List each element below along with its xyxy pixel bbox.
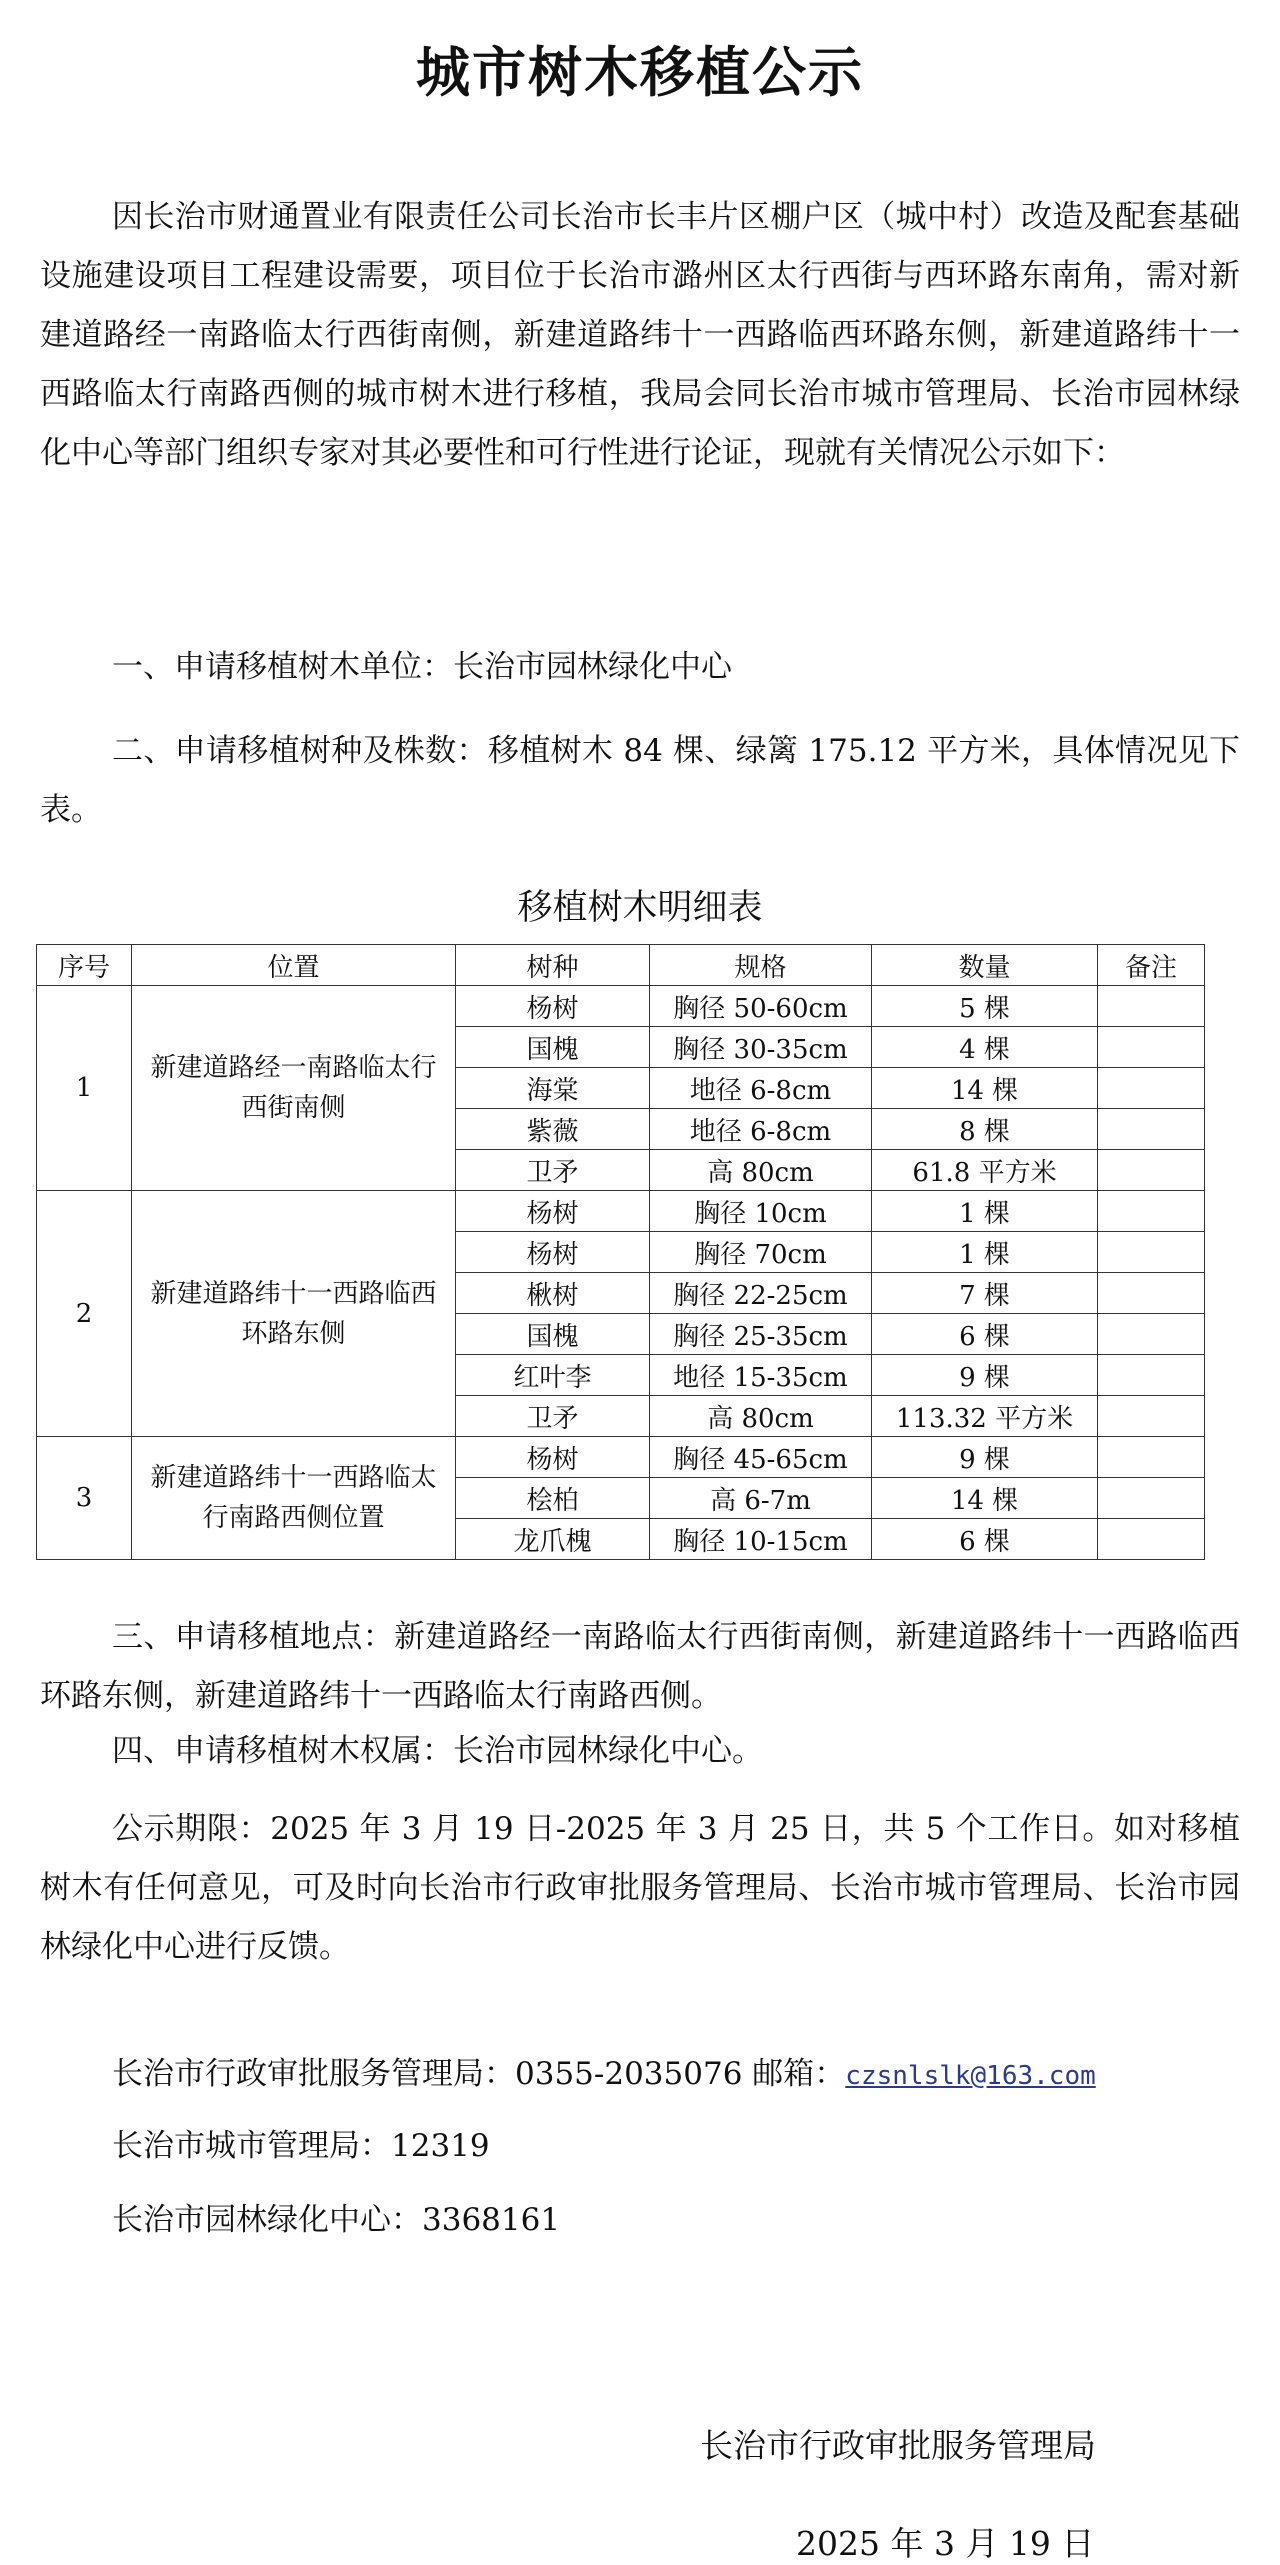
cell-species: 紫薇: [456, 1109, 650, 1150]
cell-location: 新建道路纬十一西路临太行南路西侧位置: [132, 1437, 456, 1560]
tree-detail-table: [36, 944, 1205, 1560]
cell-qty: 6 棵: [872, 1314, 1098, 1355]
notice-period: 公示期限：2025 年 3 月 19 日-2025 年 3 月 25 日，共 5 个工作日。如对移植树木有任何意见，可及时向长治市行政审批服务管理局、长治市城市管理局、长治市园林绿化中心进行反馈。: [40, 1811, 1240, 1965]
cell-note: [1098, 1273, 1205, 1314]
signature-date: 2025 年 3 月 19 日: [796, 2524, 1095, 2563]
cell-note: [1098, 1437, 1205, 1478]
cell-spec: 高 80cm: [650, 1150, 872, 1191]
item-applicant: 一、申请移植树木单位：长治市园林绿化中心: [112, 649, 732, 685]
cell-qty: 5 棵: [872, 986, 1098, 1027]
cell-qty: 4 棵: [872, 1027, 1098, 1068]
cell-no: 2: [37, 1191, 132, 1437]
cell-qty: 61.8 平方米: [872, 1150, 1098, 1191]
cell-spec: 地径 6-8cm: [650, 1068, 872, 1109]
cell-no: 1: [37, 986, 132, 1191]
cell-species: 楸树: [456, 1273, 650, 1314]
cell-qty: 1 棵: [872, 1191, 1098, 1232]
cell-species: 杨树: [456, 1437, 650, 1478]
cell-species: 杨树: [456, 1191, 650, 1232]
page-title: 城市树木移植公示: [416, 40, 864, 104]
item-species-count: 二、申请移植树种及株数：移植树木 84 棵、绿篱 175.12 平方米，具体情况见下表。: [40, 733, 1240, 828]
cell-note: [1098, 1519, 1205, 1560]
cell-species: 卫矛: [456, 1150, 650, 1191]
cell-spec: 高 80cm: [650, 1396, 872, 1437]
cell-note: [1098, 1396, 1205, 1437]
cell-species: 杨树: [456, 986, 650, 1027]
cell-no: 3: [37, 1437, 132, 1560]
item-ownership: 四、申请移植树木权属：长治市园林绿化中心。: [112, 1733, 763, 1769]
header-qty: 数量: [872, 945, 1098, 986]
cell-qty: 9 棵: [872, 1437, 1098, 1478]
cell-spec: 胸径 10cm: [650, 1191, 872, 1232]
cell-note: [1098, 1478, 1205, 1519]
cell-spec: 地径 15-35cm: [650, 1355, 872, 1396]
cell-qty: 9 棵: [872, 1355, 1098, 1396]
header-spec: 规格: [650, 945, 872, 986]
cell-species: 国槐: [456, 1027, 650, 1068]
table-row: [37, 986, 1205, 1027]
cell-note: [1098, 1355, 1205, 1396]
cell-spec: 地径 6-8cm: [650, 1109, 872, 1150]
contact-garden-center: 长治市园林绿化中心：3368161: [112, 2202, 561, 2238]
table-row: [37, 1437, 1205, 1478]
cell-location: 新建道路纬十一西路临西环路东侧: [132, 1191, 456, 1437]
cell-species: 龙爪槐: [456, 1519, 650, 1560]
cell-qty: 7 棵: [872, 1273, 1098, 1314]
cell-note: [1098, 986, 1205, 1027]
cell-species: 国槐: [456, 1314, 650, 1355]
cell-location: 新建道路经一南路临太行西街南侧: [132, 986, 456, 1191]
table-header-row: [37, 945, 1205, 986]
table-caption: 移植树木明细表: [517, 888, 763, 928]
table-row: [37, 1191, 1205, 1232]
contact-city-bureau: 长治市城市管理局：12319: [112, 2128, 490, 2164]
cell-spec: 胸径 25-35cm: [650, 1314, 872, 1355]
intro-paragraph: 因长治市财通置业有限责任公司长治市长丰片区棚户区（城中村）改造及配套基础设施建设项目工程建设需要，项目位于长治市潞州区太行西街与西环路东南角，需对新建道路经一南路临太行西街南侧，新建道路纬十一西路临西环路东侧，新建道路纬十一西路临太行南路西侧的城市树木进行移植，我局会同长治市城市管理局、长治市园林绿化中心等部门组织专家对其必要性和可行性进行论证，现就有关情况公示如下：: [40, 199, 1240, 471]
cell-qty: 14 棵: [872, 1068, 1098, 1109]
cell-note: [1098, 1314, 1205, 1355]
cell-spec: 胸径 50-60cm: [650, 986, 872, 1027]
cell-species: 卫矛: [456, 1396, 650, 1437]
cell-note: [1098, 1232, 1205, 1273]
signature-org: 长治市行政审批服务管理局: [700, 2426, 1096, 2465]
cell-spec: 胸径 30-35cm: [650, 1027, 872, 1068]
header-note: 备注: [1098, 945, 1205, 986]
cell-spec: 高 6-7m: [650, 1478, 872, 1519]
header-location: 位置: [132, 945, 456, 986]
cell-species: 海棠: [456, 1068, 650, 1109]
cell-species: 红叶李: [456, 1355, 650, 1396]
email-link[interactable]: czsnlslk@163.com: [845, 2061, 1096, 2091]
cell-qty: 14 棵: [872, 1478, 1098, 1519]
cell-qty: 1 棵: [872, 1232, 1098, 1273]
cell-qty: 6 棵: [872, 1519, 1098, 1560]
contact-admin-label: 长治市行政审批服务管理局：0355-2035076 邮箱：: [112, 2056, 846, 2092]
cell-spec: 胸径 22-25cm: [650, 1273, 872, 1314]
cell-note: [1098, 1109, 1205, 1150]
cell-spec: 胸径 70cm: [650, 1232, 872, 1273]
cell-species: 杨树: [456, 1232, 650, 1273]
table-body: [37, 986, 1205, 1560]
header-no: 序号: [37, 945, 132, 986]
cell-species: 桧柏: [456, 1478, 650, 1519]
cell-note: [1098, 1027, 1205, 1068]
header-species: 树种: [456, 945, 650, 986]
contact-admin-bureau: [112, 2052, 1096, 2098]
cell-spec: 胸径 45-65cm: [650, 1437, 872, 1478]
cell-note: [1098, 1068, 1205, 1109]
cell-spec: 胸径 10-15cm: [650, 1519, 872, 1560]
cell-qty: 8 棵: [872, 1109, 1098, 1150]
cell-note: [1098, 1191, 1205, 1232]
cell-note: [1098, 1150, 1205, 1191]
cell-qty: 113.32 平方米: [872, 1396, 1098, 1437]
item-location: 三、申请移植地点：新建道路经一南路临太行西街南侧，新建道路纬十一西路临西环路东侧，新建道路纬十一西路临太行南路西侧。: [40, 1619, 1240, 1714]
